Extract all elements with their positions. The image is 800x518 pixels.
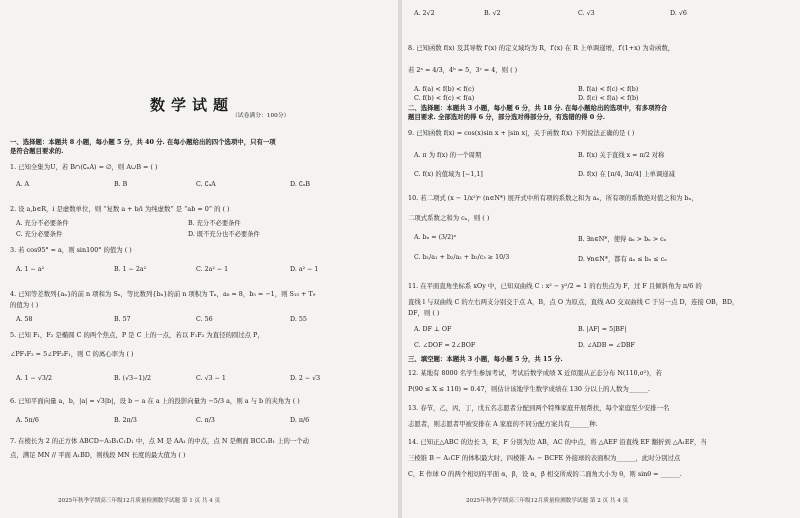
q3-option-b: B. 1 − 2a² <box>114 266 147 273</box>
question-2: 2. 设 a,b∈R，i 是虚数单位，则 “复数 a + b/i 为纯虚数” 是 “ab = 0” 的 ( ) <box>10 205 230 213</box>
q7-option-c: C. √3 <box>578 10 595 17</box>
q1-option-c: C. ∁ᵤA <box>196 181 216 188</box>
question-13-line-2: 志愿者，则志愿者甲被安排在 A 家庭的不同分配方案共有______种. <box>408 420 598 428</box>
q4-option-d: D. 55 <box>290 316 307 323</box>
section-2-heading: 二、选择题：本题共 3 小题，每小题 6 分，共 18 分. 在每小题给出的选项中，有多项符合 <box>408 104 668 112</box>
question-12-line-2: P(90 ≤ X ≤ 110) = 0.47，则估计该地学生数学成绩在 130 分以上的人数为______. <box>408 385 650 393</box>
question-6: 6. 已知平面向量 a，b，|a| = √3|b|，设 b − a 在 a 上的投影向量为 −5/3 a，则 a 与 b 的夹角为 ( ) <box>10 397 300 405</box>
question-14-line-3: C，E 作球 O 的两个相切的平面 α，β，设 α，β 相交所成的二面角大小为 θ，则 sinθ = ______. <box>408 470 682 478</box>
page-1 <box>0 0 398 518</box>
q8-option-a: A. f(a) < f(b) < f(c) <box>414 86 475 93</box>
page-1-footer: 2025年秋季学期高三年级12月质量检测数学试题 第 1 页 共 4 页 <box>58 498 221 504</box>
q2-option-d: D. 既不充分也不必要条件 <box>188 231 260 238</box>
question-4-line-2: 的值为 ( ) <box>10 301 39 309</box>
question-11-line-3: DF，则 ( ) <box>408 309 440 317</box>
q6-option-c: C. π/3 <box>196 417 215 424</box>
q10-option-c: C. b₁/a₁ + b₂/a₂ + b₃/c₃ ≥ 10/3 <box>414 254 510 261</box>
q2-option-b: B. 充分不必要条件 <box>188 220 241 227</box>
section-1-heading-2: 是符合题目要求的. <box>10 147 64 155</box>
q4-option-a: A. 58 <box>16 316 33 323</box>
q11-option-c: C. ∠DOF = 2∠BOF <box>414 342 476 349</box>
q10-option-a: A. bₙ = (3/2)ⁿ <box>414 234 457 241</box>
q8-option-d: D. f(c) < f(a) < f(b) <box>578 95 639 102</box>
q8-option-b: B. f(a) < f(c) < f(b) <box>578 86 639 93</box>
section-3-heading: 三、填空题：本题共 3 小题，每小题 5 分，共 15 分. <box>408 355 563 363</box>
q6-option-b: B. 2π/3 <box>114 417 137 424</box>
section-1-heading: 一、选择题：本题共 8 小题，每小题 5 分，共 40 分. 在每小题给出的四个选项中，只有一项 <box>10 138 276 146</box>
q3-option-c: C. 2a² − 1 <box>196 266 229 273</box>
q11-option-d: D. ∠ADB = ∠DBF <box>578 342 635 349</box>
q6-option-d: D. π/6 <box>290 417 310 424</box>
q9-option-b: B. f(x) 关于直线 x = π/2 对称 <box>578 152 665 159</box>
question-4: 4. 已知等差数列{aₙ}的前 n 项和为 Sₙ，等比数列{bₙ}的前 n 项积为 Tₙ，a₈ = 8，b₅ = −1，则 S₁₅ + T₉ <box>10 290 316 298</box>
question-9: 9. 已知函数 f(x) = cos(x)sin x + |sin x|，关于函数 f(x) 下列说法正确的是 ( ) <box>408 129 635 137</box>
q5-option-a: A. 1 − √3/2 <box>16 375 52 382</box>
q7-option-a: A. 2√2 <box>414 10 435 17</box>
q5-option-d: D. 2 − √3 <box>290 375 321 382</box>
question-13: 13. 春节，乙，丙，丁，戊五名志愿者分配到两个特殊家庭开展帮扶，每个家庭至少安排一名 <box>408 404 670 412</box>
q3-option-a: A. 1 − a² <box>16 266 45 273</box>
question-8-line-2: 若 2ᵃ = 4/3，4ᵇ = 5，3ᶜ = 4，则 ( ) <box>408 66 518 74</box>
question-10-line-2: 二项式系数之和为 cₙ，则 ( ) <box>408 214 490 222</box>
question-1: 1. 已知全集为U，若 B∩(∁ᵤA) = ∅，则 A∪B = ( ) <box>10 163 158 171</box>
page-2-footer: 2025年秋季学期高三年级12月质量检测数学试题 第 2 页 共 4 页 <box>466 498 629 504</box>
q8-option-c: C. f(b) < f(c) < f(a) <box>414 95 475 102</box>
question-8: 8. 已知函数 f(x) 及其导数 f′(x) 的定义域均为 R，f′(x) 在 R 上单调递增，f′(1+x) 为奇函数， <box>408 44 675 52</box>
q4-option-c: C. 56 <box>196 316 213 323</box>
question-5-line-2: ∠PF₁F₂ = 5∠PF₂F₁，则 C 的离心率为 ( ) <box>10 350 134 358</box>
q9-option-d: D. f(x) 在 [π/4, 3π/4] 上单调递减 <box>578 171 675 178</box>
q1-option-b: B. B <box>114 181 128 188</box>
question-14: 14. 已知正△ABC 的边长 3，E，F 分别为边 AB，AC 的中点，将 △AEF 沿直线 EF 翻折到 △A₁EF，当 <box>408 438 707 446</box>
question-14-line-2: 三棱锥 B − A₁CF 的体积最大时，四棱锥 A₁ − BCFE 外接球的表面积为______，此时分别过点 <box>408 454 681 462</box>
section-2-heading-2: 题目要求. 全部选对的得 6 分，部分选对得部分分，有选错的得 0 分. <box>408 113 606 121</box>
q2-option-a: A. 充分不必要条件 <box>16 220 69 227</box>
q3-option-d: D. a² − 1 <box>290 266 319 273</box>
question-7: 7. 在棱长为 2 的正方体 ABCD−A₁B₁C₁D₁ 中，点 M 是 AA₁ 的中点，点 N 是侧面 BCC₁B₁ 上的一个动 <box>10 437 310 445</box>
q11-option-b: B. |AF| = 5|BF| <box>578 326 627 333</box>
question-11-line-2: 直线 l 与双曲线 C 的左右两支分别交于点 A，B，点 O 为原点，直线 AO 交双曲线 C 于另一点 D，连接 OB，BD， <box>408 298 739 306</box>
q9-option-c: C. f(x) 的值域为 [−1,1] <box>414 171 483 178</box>
q1-option-d: D. ∁ᵤB <box>290 181 310 188</box>
q4-option-b: B. 57 <box>114 316 131 323</box>
q10-option-b: B. ∃n∈N*，使得 aₙ > bₙ > cₙ <box>578 236 667 243</box>
question-5: 5. 已知 F₁，F₂ 是椭圆 C 的两个焦点，P 是 C 上的一点，若以 F₁F₂ 为直径的圆过点 P， <box>10 331 264 339</box>
q11-option-a: A. DF ⊥ OF <box>414 326 452 333</box>
q7-option-d: D. √6 <box>670 10 687 17</box>
q2-option-c: C. 充分必要条件 <box>16 231 63 238</box>
question-12: 12. 某地有 8000 名学生参加考试，考试后数学成绩 X 近似服从正态分布 N(110,σ²)，若 <box>408 369 662 377</box>
q5-option-c: C. √3 − 1 <box>196 375 226 382</box>
page-title: 数学试题 <box>150 96 235 114</box>
question-11: 11. 在平面直角坐标系 xOy 中，已知双曲线 C : x² − y²/2 = 1 的右焦点为 F，过 F 且倾斜角为 π/6 的 <box>408 282 702 290</box>
q7-option-b: B. √2 <box>484 10 501 17</box>
question-10: 10. 若二项式 (x − 1/x²)ⁿ (n∈N*) 展开式中所有项的系数之和为 aₙ，所有项的系数绝对值之和为 bₙ， <box>408 194 698 202</box>
question-3: 3. 若 cos95° = a，则 sin100° 的值为 ( ) <box>10 246 132 254</box>
score-note: （试卷满分：100分） <box>232 113 290 119</box>
q1-option-a: A. A <box>16 181 30 188</box>
page-2 <box>402 0 800 518</box>
q10-option-d: D. ∀n∈N*，都有 aₙ ≤ bₙ ≤ cₙ <box>578 256 667 263</box>
q5-option-b: B. (√3−1)/2 <box>114 375 151 382</box>
q6-option-a: A. 5π/6 <box>16 417 39 424</box>
question-7-line-2: 点，满足 MN // 平面 A₁BD，则线段 MN 长度的最大值为 ( ) <box>10 451 186 459</box>
q9-option-a: A. π 为 f(x) 的一个周期 <box>414 152 482 159</box>
